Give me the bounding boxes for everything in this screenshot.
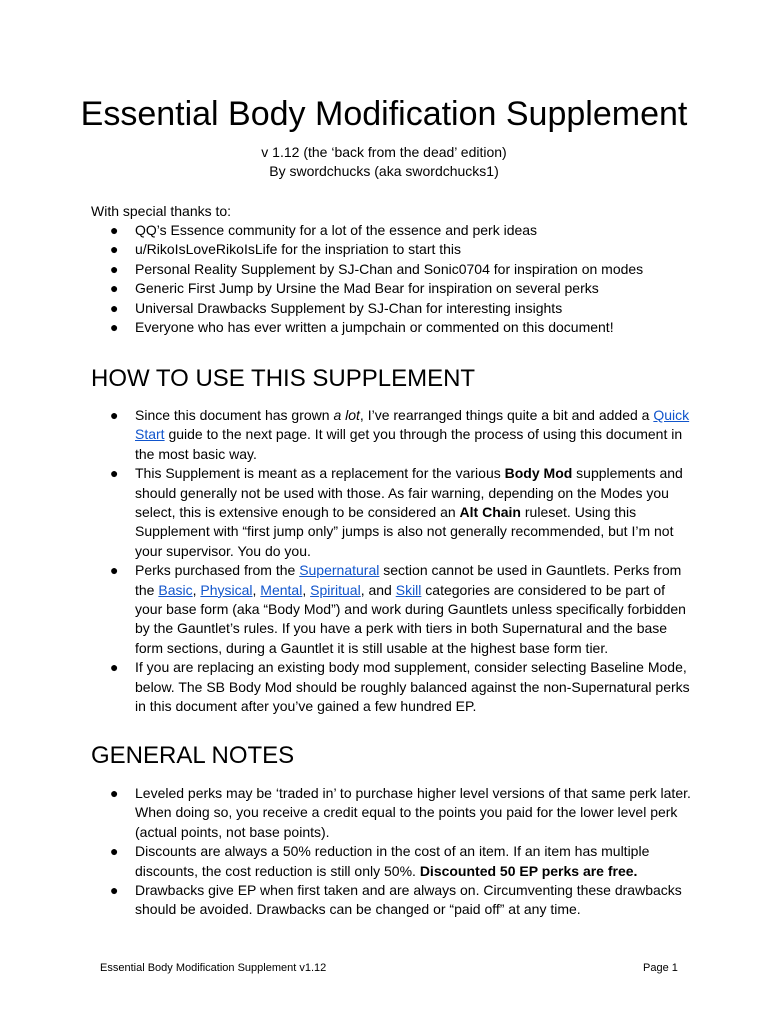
bullet-icon: ● [110,280,119,297]
physical-link[interactable]: Physical [200,581,253,598]
list-item: ● Generic First Jump by Ursine the Mad Bear for inspiration on several perks [91,279,691,298]
spiritual-link[interactable]: Spiritual [310,581,361,598]
bullet-icon: ● [110,465,119,482]
bullet-icon: ● [110,241,119,258]
list-item: ● Since this document has grown a lot, I’ve rearranged things quite a bit and added a Quick Start guide to the next page. It will get you through the process of using this document in the most basic way. [110,407,690,462]
basic-link[interactable]: Basic [158,581,193,598]
document-title: Essential Body Modification Supplement [80,95,688,133]
footer-page-number: Page 1 [643,962,678,974]
bullet-icon: ● [110,659,119,676]
bullet-icon: ● [110,319,119,336]
how-to-heading: HOW TO USE THIS SUPPLEMENT [91,365,476,392]
bullet-icon: ● [110,562,119,579]
general-notes-list [91,784,691,920]
mental-link[interactable]: Mental [260,581,303,598]
author-line: By swordchucks (aka swordchucks1) [269,163,499,179]
skill-link[interactable]: Skill [395,581,422,598]
bullet-icon: ● [110,843,119,860]
list-item: ● Drawbacks give EP when first taken and are always on. Circumventing these drawbacks should be avoided. Drawbacks can be changed or “paid off” at any time. [110,882,682,918]
footer-title: Essential Body Modification Supplement v1.12 [100,962,327,974]
list-item: ● Everyone who has ever written a jumpchain or commented on this document! [91,318,691,337]
bullet-icon: ● [110,882,119,899]
general-notes-heading: GENERAL NOTES [91,742,295,769]
list-item: ● Universal Drawbacks Supplement by SJ-Chan for interesting insights [91,299,691,318]
thanks-intro: With special thanks to: [91,203,232,219]
list-item: ● Perks purchased from the Supernatural section cannot be used in Gauntlets. Perks from the Basic, Physical, Mental, Spiritual, and Skill categories are considered to be part of your base form (aka “Body Mod”) and work during Gauntlets unless specifically forbidden by the Gauntlet’s rules. If you have a perk with tiers in both Supernatural and the base form sections, during a Gauntlet it is still usable at the highest base form tier. [110,562,686,656]
how-to-list [91,406,691,717]
list-item: ● Personal Reality Supplement by SJ-Chan and Sonic0704 for inspiration on modes [91,260,691,279]
bullet-icon: ● [110,260,119,277]
bullet-icon: ● [110,299,119,316]
version-line: v 1.12 (the ‘back from the dead’ edition) [261,144,507,160]
thanks-list [91,221,691,337]
list-item: ● This Supplement is meant as a replacement for the various Body Mod supplements and should generally not be used with those. As fair warning, depending on the Modes you select, this is extensive enough to be considered an Alt Chain ruleset. Using this Supplement with “first jump only” jumps is also not generally recommended, but I’m not your supervisor. You do you. [110,465,683,559]
list-item: ● QQ’s Essence community for a lot of the essence and perk ideas [91,221,691,240]
quick-start-link[interactable]: Quick Start [135,407,690,443]
bullet-icon: ● [110,407,119,423]
list-item: ● Leveled perks may be ‘traded in’ to purchase higher level versions of that same perk later. When doing so, you receive a credit equal to the points you paid for the lower level perk (actual points, not base points). [110,785,691,840]
list-item: ● If you are replacing an existing body mod supplement, consider selecting Baseline Mode, below. The SB Body Mod should be roughly balanced against the non-Supernatural perks in this document after you’ve gained a few hundred EP. [110,659,690,715]
bullet-icon: ● [110,785,119,801]
list-item: ● u/RikoIsLoveRikoIsLife for the inspriation to start this [91,240,691,259]
supernatural-link[interactable]: Supernatural [299,562,380,579]
bullet-icon: ● [110,222,119,238]
list-item: ● Discounts are always a 50% reduction in the cost of an item. If an item has multiple discounts, the cost reduction is still only 50%. Discounted 50 EP perks are free. [110,843,650,879]
